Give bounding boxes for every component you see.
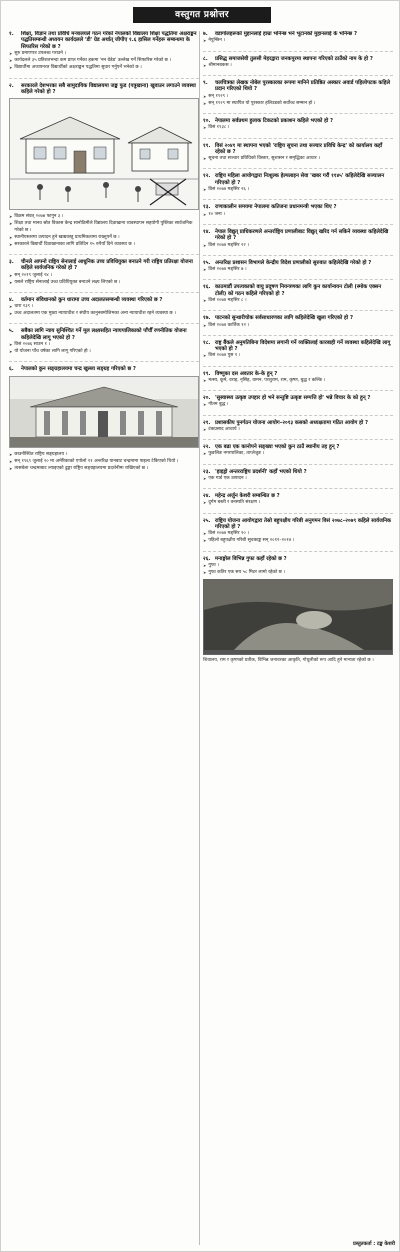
question-number: २१.: [203, 419, 211, 426]
answer-line: ➤ मत्स्य, कूर्म, वराह, नृसिंह, वामन, परशुराम, राम, कृष्ण, बुद्ध र कल्कि ।: [203, 378, 393, 384]
question-text: नेपाल विद्युत् प्राधिकरणले अन्तर्राष्ट्रिय प्रणालीबाट विद्युत् खरिद गर्न सकिने व्यवस्था कहिलेदेखि गरेको हो ?: [215, 228, 389, 242]
question-number: ११.: [203, 142, 211, 149]
answer: [9, 214, 199, 247]
answer-line: ➤ स्थानीयस्तरमा उत्पादन हुने खाद्यवस्तु प्राथमिकतामा राख्नुपर्ने छ ।: [9, 235, 199, 241]
answer-line: ➤ दुर्गम बस्ती र वनस्पति संरक्षण ।: [203, 500, 393, 506]
answer: [203, 125, 393, 131]
answer: [203, 243, 393, 249]
question-9: [203, 80, 393, 107]
question-text: वर्तमान संविधानको कुन धारामा उच्च अदालतसम्बन्धी व्यवस्था गरिएको छ ?: [21, 296, 163, 303]
question-number: २.: [9, 82, 14, 89]
divider: [203, 366, 393, 367]
answer-line: ➤ श्रीमानबकस ।: [203, 63, 393, 69]
question-text: राणाकालीन समयमा नेपालमा कतिजना प्रधानमन्त्री भएका थिए ?: [215, 204, 337, 211]
question-text: नेपालको कुन सङ्ग्रहालयमा चन्द्र खुल्ला सङ्ग्रह गरिएको छ ?: [21, 366, 136, 373]
question-text: नेपालमा सर्वप्रथम हुलाक टिकटको प्रकाशन कहिले भएको हो ?: [215, 118, 334, 124]
question-5: [9, 328, 199, 355]
answer: [203, 298, 393, 304]
answer-line: ➤ विसं २०७६ साउन १ ।: [9, 342, 199, 348]
question-2: [9, 83, 199, 248]
answer-line: ➤ सन् २०१९ जुलाई २४ ।: [9, 273, 199, 279]
answer: [203, 353, 393, 359]
answer: [203, 476, 393, 482]
question-text: शिक्षा, विज्ञान तथा प्रविधि मन्त्रालयले गठन गरेको नेपालको विद्यालय शिक्षा पद्धतिमा अक्षराङ्कन पद्धतिसम्बन्धी अध्ययन कार्यदलले 'डी' ग्रेड अर्थात् जीपीए १.६ हासिल गर्नेहरू सम्बन्धमा के सिफारिस गरेको छ ?: [21, 31, 197, 50]
answer: [203, 378, 393, 384]
question-21: [203, 420, 393, 434]
answer-line: ➤ शिक्षा तथा मानव स्रोत विकास केन्द्र सानोठिमीले विद्यालय दिवाखाना व्यवस्थापन सहयोगी पुस्तिका सार्वजनिक गरेको छ ।: [9, 221, 199, 233]
answer-line: ➤ गुफा ।: [203, 563, 393, 569]
question-12: [203, 173, 393, 193]
question-number: २६.: [203, 555, 211, 562]
column-divider: [199, 31, 200, 1245]
question-text: चीनले आफ्नो राष्ट्रिय सेनालाई आधुनिक उच्च प्रविधियुक्त बनाउने गरी राष्ट्रिय प्रतिरक्षा योजना कहिले सार्वजनिक गरेको हो ?: [21, 258, 193, 272]
question-number: २४.: [203, 493, 211, 500]
answer-line: ➤ त्यसबेला चन्द्रमाबाट ल्याइएको ढुङ्गा राष्ट्रिय सङ्ग्रहालयमा प्रदर्शनीमा राखिएको छ ।: [9, 466, 199, 472]
school-sketch: [10, 99, 198, 209]
answer-line: ➤ उच्च अदालतमा एक मुख्य न्यायाधीश र संघीय कानुनबमोजिमका अन्य न्यायाधीश रहने व्यवस्था छ ।: [9, 311, 199, 317]
question-number: १.: [9, 31, 14, 37]
answer-line: ➤ विसं २०७४ मङ्सिर २० ।: [203, 531, 393, 537]
cave-photo: [203, 579, 393, 655]
divider: [203, 113, 393, 114]
divider: [203, 488, 393, 489]
divider: [203, 279, 393, 280]
question-text: प्रशासकीय पुनर्गठन योजना आयोग–२०१३ कसको अध्यक्षतामा गठित आयोग हो ?: [215, 419, 369, 426]
answer: [203, 267, 393, 273]
answer: [203, 323, 393, 329]
right-column: [203, 31, 393, 1245]
answer-line: ➤ पहिलो बहुपक्षीय गरिबी सूचकाङ्क सन् २०११–२०१४ ।: [203, 538, 393, 544]
answer-line: ➤ विसं २०७४ पुस १ ।: [203, 353, 393, 359]
answer: [203, 187, 393, 193]
question-7: [203, 31, 393, 45]
divider: [203, 75, 393, 76]
question-10: [203, 118, 393, 132]
divider: [203, 513, 393, 514]
divider: [9, 292, 199, 293]
question-number: १८.: [203, 339, 211, 346]
question-13: [203, 204, 393, 218]
question-number: १५.: [203, 259, 211, 266]
divider: [9, 78, 199, 79]
answer: [203, 212, 393, 218]
answer: [9, 342, 199, 355]
question-number: ६.: [9, 366, 14, 373]
question-4: [9, 297, 199, 318]
answer-line: ➤ कार्यदलले ३५ प्रतिशतभन्दा कम प्राप्त गर्नेका हकमा 'नन ग्रेडेड' उल्लेख गर्ने सिफारिस गरेको छ ।: [9, 58, 199, 64]
answer: [203, 531, 393, 544]
question-number: १९.: [203, 370, 211, 377]
answer-line: ➤ सन् १९६९ जुलाई २० मा अमेरिकाको एपोलो ११ अन्तरिक्ष यानबाट चन्द्रमामा पाइला टेकिएको थियो ।: [9, 459, 199, 465]
question-text: सबैका लागि न्याय सुनिश्चित गर्ने मूल लक्ष्यसहित न्यायपालिकाको पाँचौँ रणनीतिक योजना कहिलेदेखि लागू भएको हो ?: [21, 328, 187, 341]
answer-line: ➤ विसं २०७४ कार्तिक १२ ।: [203, 323, 393, 329]
question-14: [203, 229, 393, 249]
question-number: १६.: [203, 284, 211, 291]
answer-line: ➤ धारा १३९ ।: [9, 304, 199, 310]
question-text: 'हाइड्रो अन्तरराष्ट्रिय प्रदर्शनी' कहाँ भएको थियो ?: [215, 468, 307, 475]
answer-line: ➤ सूचना तथा सञ्चार प्रविधिको विस्तार, सुशासन र समृद्धिका आधार ।: [203, 156, 393, 162]
divider: [203, 138, 393, 139]
answer-line: ➤ गौतम बुद्ध ।: [203, 402, 393, 408]
left-column: [9, 31, 199, 1245]
answer-line: ➤ टंकप्रसाद आचार्य ।: [203, 427, 393, 433]
cave-image: [204, 580, 392, 650]
question-text: राष्ट्र बैंकले अनुमतिबिना विदेशमा लगानी गर्ने व्यक्तिलाई कारबाही गर्ने व्यवस्था कहिलेदेखि लागू भएको हो ?: [215, 339, 391, 353]
question-3: [9, 259, 199, 286]
question-number: ८.: [203, 55, 208, 62]
question-26: [203, 556, 393, 665]
answer-line: ➤ विसं २०७४ मङ्सिर ७ ।: [203, 267, 393, 273]
divider: [203, 199, 393, 200]
answer: [203, 63, 393, 69]
question-text: अन्तरिक्ष प्रशासन विभागले केन्द्रीय विदेश प्रणालीको सुरुवात कहिलेदेखि गरेको हो ?: [215, 259, 372, 266]
question-number: १७.: [203, 315, 211, 322]
question-number: ३.: [9, 258, 14, 265]
answer-line: ➤ गुफा कतिर एक सय ५८ मिटर लामो रहेको छ ।: [203, 570, 393, 576]
question-25: [203, 518, 393, 545]
question-text: महेन्द्र अर्जुन केशरी सम्बन्धित छ ?: [215, 493, 280, 500]
divider: [203, 224, 393, 225]
answer: [203, 451, 393, 457]
answer-line: ➤ १० जना ।: [203, 212, 393, 218]
divider: [203, 51, 393, 52]
museum-photo: [9, 376, 199, 448]
question-text: राष्ट्रिय योजना आयोगद्वारा तेस्रो बहुपक्षीय गरिबी अनुगमन विसं २०७८–२०७९ कहिले सार्वजनिक गरिएको हो ?: [215, 517, 392, 530]
question-1: [9, 31, 199, 72]
answer: [203, 402, 393, 408]
question-22: [203, 444, 393, 458]
question-16: [203, 284, 393, 304]
question-number: ९.: [203, 80, 208, 86]
divider: [9, 361, 199, 362]
question-text: वडागोलहरूको मुहानलाई हाम्रा भनिन्छ भने भूटानको मुहानलाई के भनिन्छ ?: [215, 31, 357, 37]
question-number: १०.: [203, 118, 211, 124]
divider: [203, 439, 393, 440]
answer-line: ➤ सन् १९२९ ।: [203, 94, 393, 100]
question-text: विष्णुका दस अवतार के-के हुन् ?: [215, 370, 278, 377]
answer: [9, 51, 199, 71]
question-8: [203, 56, 393, 70]
question-6: [9, 366, 199, 472]
divider: [203, 415, 393, 416]
question-text: काठमाडौं उपत्यकाको वायु प्रदूषण नियन्त्रणका लागि कुन कार्यान्वयन टोली (स्मोक एक्सन टोली) को गठन कहिले गरिएको हो ?: [215, 284, 382, 297]
answer: [203, 38, 393, 44]
question-number: १२.: [203, 173, 211, 180]
answer: [203, 94, 393, 107]
answer-line: ➤ एक गार्ड एक उत्पादन ।: [203, 476, 393, 482]
answer: [203, 500, 393, 506]
divider: [203, 551, 393, 552]
answer-line: ➤ विक्रम संवत् २०७७ फागुन ३ ।: [9, 214, 199, 220]
question-24: [203, 493, 393, 507]
answer-line: ➤ छाउनीस्थित राष्ट्रिय सङ्ग्रहालय ।: [9, 452, 199, 458]
question-text: मनाङ्गोल विभिन्न गुफा कहाँ रहेको छ ?: [215, 555, 287, 562]
question-number: २३.: [203, 468, 211, 475]
question-text: पाटनको सुन्धारीचोक सर्वसाधारणका लागि कहिलेदेखि खुला गरिएको हो ?: [215, 315, 353, 322]
answer-line: ➤ यो योजना पाँच वर्षका लागि लागू गरिएको हो ।: [9, 349, 199, 355]
question-number: २२.: [203, 444, 211, 451]
answer-line: ➤ सन् १९२९ मा स्थापित यो पुरस्कार हलिउडको सर्वोच्च सम्मान हो ।: [203, 101, 393, 107]
question-23: [203, 469, 393, 483]
answer: [9, 452, 199, 472]
answer-line: ➤ सुरु प्रमाणपत्र उपलब्ध गराउने ।: [9, 51, 199, 57]
author-credit: प्रस्तुतकर्ता : टङ्क केशरी: [353, 1241, 395, 1247]
divider: [203, 390, 393, 391]
question-19: [203, 371, 393, 385]
divider: [203, 168, 393, 169]
question-number: १३.: [203, 204, 211, 211]
divider: [203, 255, 393, 256]
question-number: २५.: [203, 517, 211, 524]
photo-caption: शिवालय, राम र कृष्णको प्रतीक, विभिन्न जनावरका आकृति, गोधूलीको रूप आदि हुने मान्यता रहेको छ ।: [203, 658, 374, 664]
question-number: ४.: [9, 296, 14, 303]
answer-line: ➤ विद्यार्थीमा अध्ययनरत विद्यार्थीको अक्षराङ्कन पद्धतिमा सुधार गर्नुपर्ने भनेको छ ।: [9, 65, 199, 71]
answer: [203, 156, 393, 162]
answer-line: ➤ विसं २०७४ मङ्सिर २२ ।: [203, 243, 393, 249]
question-text: विसं २०४१ मा स्थापना भएको 'राष्ट्रिय सूचना तथा सञ्चार प्रविधि केन्द्र' को कार्यालय कहाँ रहेको छ ?: [215, 142, 383, 155]
question-number: ५.: [9, 328, 14, 335]
answer: [9, 304, 199, 317]
question-text: सरकारले देशभरका सबै सामुदायिक विद्यालयमा जङ्क फुड (पत्रुखाना) खुवाउन लगाउने व्यवस्था कहिले गरेको हो ?: [21, 82, 196, 95]
answer-line: ➤ नेपुन्छिन ।: [203, 38, 393, 44]
question-text: 'सुस्वास्थ्य उत्कृष्ट उपहार हो भने सन्तुष्टि उत्कृष्ट सम्पत्ति हो' भन्ने विचार के को हुन् ?: [215, 395, 371, 402]
answer-line: ➤ यसले राष्ट्रिय सेनालाई उच्च प्रविधियुक्त बनाउने लक्ष्य लिएको छ ।: [9, 280, 199, 286]
school-illustration: [9, 98, 199, 210]
question-11: [203, 143, 393, 163]
divider: [203, 335, 393, 336]
question-text: प्रसिद्ध समाजसेवी तुलसी मेहरद्वारा जनकपुरमा स्थापना गरिएको ठाउँको नाम के हो ?: [215, 55, 373, 62]
question-number: २०.: [203, 395, 211, 402]
answer: [9, 273, 199, 286]
question-text: राष्ट्रिय महिला आयोगद्वारा निःशुल्क हेल्पलाइन सेवा 'खबर गरौं ११४५' कहिलेदेखि सञ्चालन गरिएको हो ?: [215, 173, 385, 186]
divider: [9, 254, 199, 255]
divider: [9, 323, 199, 324]
answer-line: ➤ विसं २०७४ मङ्सिर ८ ।: [203, 298, 393, 304]
question-20: [203, 395, 393, 409]
answer-line: ➤ सरकारले विद्यार्थी दिवाखानाका लागि प्रतिदिन १५ रुपैयाँ दिने व्यवस्था छ ।: [9, 242, 199, 248]
question-17: [203, 315, 393, 329]
question-number: १४.: [203, 228, 211, 235]
answer: [203, 563, 393, 576]
question-15: [203, 260, 393, 274]
divider: [203, 310, 393, 311]
answer-line: ➤ फुङलिङ नगरपालिका, ताप्लेजुङ ।: [203, 451, 393, 457]
answer-line: ➤ विसं १९३८ ।: [203, 125, 393, 131]
question-text: चलचित्रका लेखक नोबेल पुरस्कारका रूपमा मानिने प्रतिष्ठित अस्कार अवार्ड पहिलोपटक कहिले प्रदान गरिएको थियो ?: [215, 80, 391, 93]
question-text: एक बढा एक कानोपने सङ्ख्या भएको कुन ठाउँ स्थानीय तह हुन् ?: [215, 444, 340, 451]
museum-building-image: [10, 377, 198, 447]
answer: [203, 427, 393, 433]
question-18: [203, 340, 393, 360]
answer-line: ➤ विसं २०७४ मङ्सिर २६ ।: [203, 187, 393, 193]
question-number: ७.: [203, 31, 208, 37]
divider: [203, 464, 393, 465]
section-header: वस्तुगत प्रश्नोत्तर: [133, 7, 271, 23]
